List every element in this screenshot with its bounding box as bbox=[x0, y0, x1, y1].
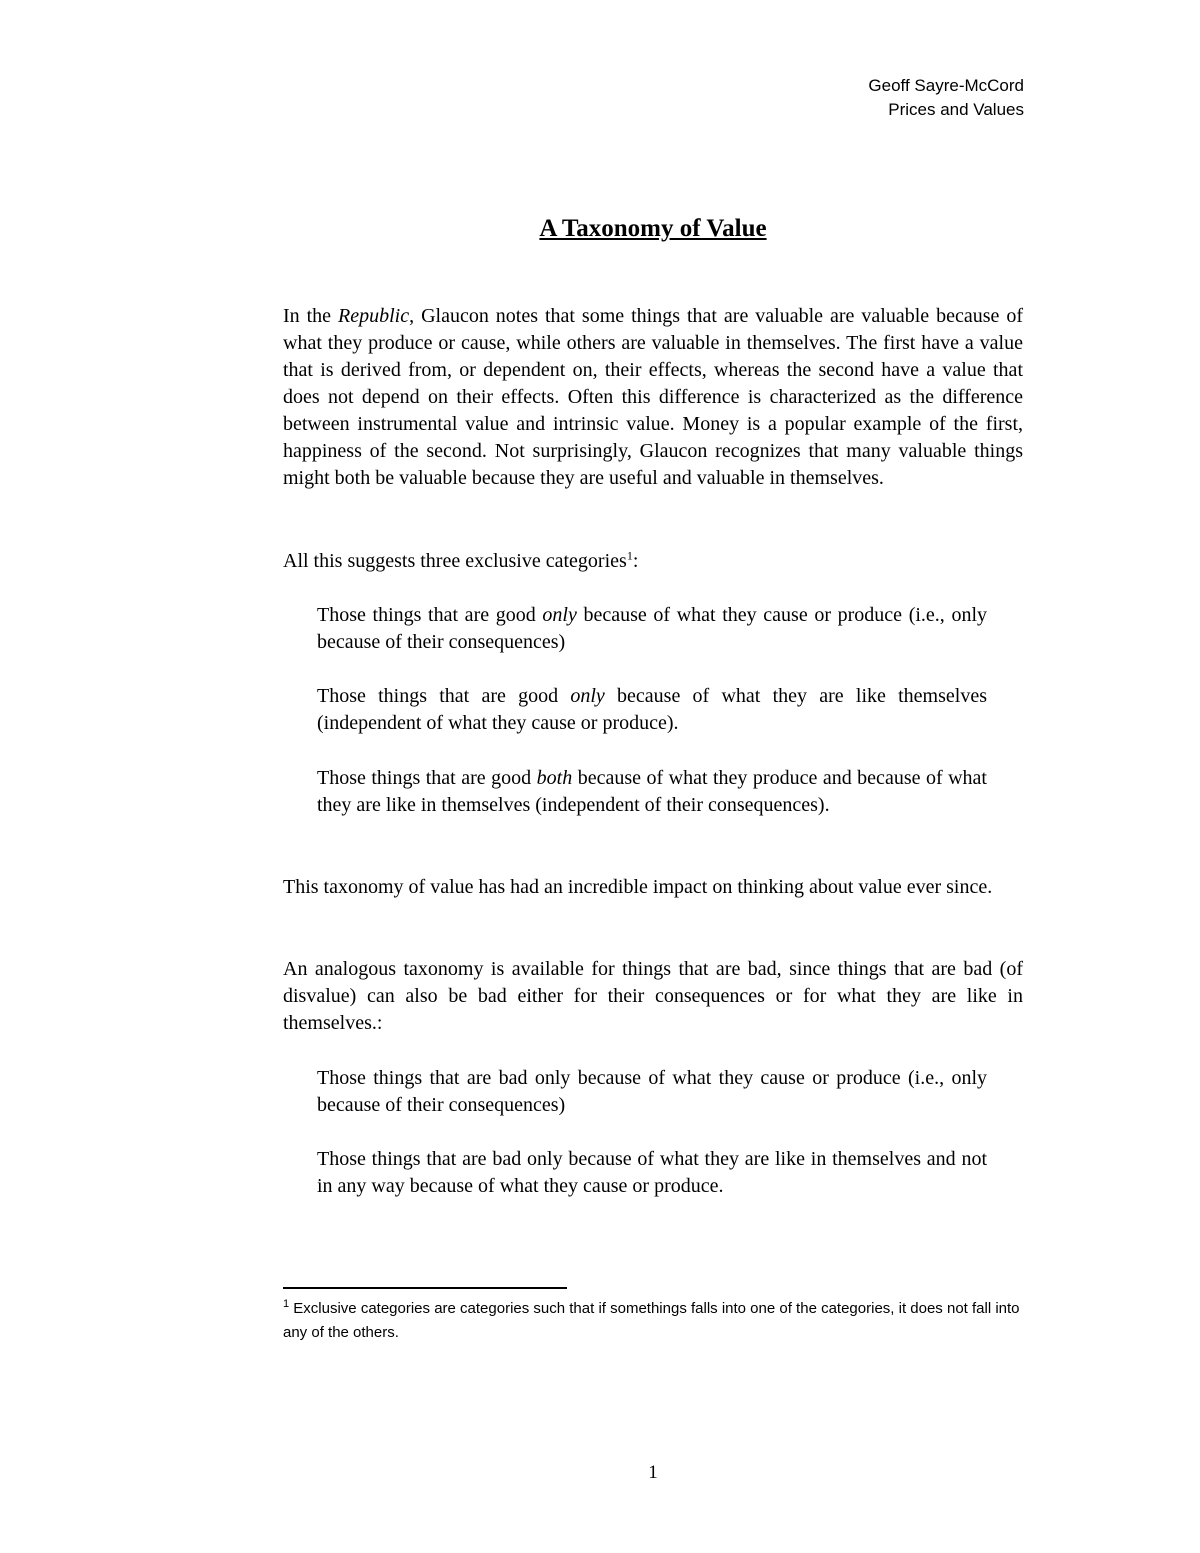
good-category-2-italic: only bbox=[570, 685, 605, 707]
page-header bbox=[868, 74, 1024, 122]
bad-category-1: Those things that are bad only because of what they cause or produce (i.e., only because of their consequences) bbox=[317, 1067, 987, 1116]
paragraph-categories-intro bbox=[283, 548, 1023, 575]
good-category-2-post: because of what they are like themselves (independent of what they cause or produce). bbox=[317, 685, 987, 734]
good-category-3-italic: both bbox=[536, 767, 573, 789]
header-course: Prices and Values bbox=[888, 100, 1024, 119]
good-category-3-pre: Those things that are good bbox=[317, 767, 537, 789]
republic-italic: Republic bbox=[338, 305, 410, 327]
good-category-2-pre: Those things that are good bbox=[317, 685, 571, 707]
paragraph-bad-intro: An analogous taxonomy is available for things that are bad, since things that are bad (of disvalue) can also be bad either for their consequences or for what they are like in themselves.: bbox=[283, 958, 1023, 1034]
good-category-3-post: because of what they produce and because of what they are like in themselves (independent of their consequences). bbox=[317, 767, 987, 816]
categories-intro-text: All this suggests three exclusive categories bbox=[283, 550, 627, 572]
paragraph-intro-post: , Glaucon notes that some things that are valuable are valuable because of what they produce or cause, while others are valuable in themselves. The first have a value that is derived from, or dependent on, their effects, whereas the second have a value that does not depend on their effects. Often this difference is characterized as the difference between instrumental value and intrinsic value. Money is a popular example of the first, happiness of the second. Not surprisingly, Glaucon recognizes that many valuable things might both be valuable because they are useful and valuable in themselves. bbox=[283, 305, 1024, 489]
good-category-1-post: because of what they cause or produce (i.e., only because of their consequences) bbox=[317, 604, 987, 653]
header-author: Geoff Sayre-McCord bbox=[868, 76, 1024, 95]
good-category-1-italic: only bbox=[542, 604, 577, 626]
good-category-2 bbox=[317, 683, 987, 737]
page-number: 1 bbox=[648, 1462, 658, 1483]
paragraph-intro bbox=[283, 303, 1023, 492]
footnote-number: 1 bbox=[283, 1298, 290, 1310]
paragraph-impact: This taxonomy of value has had an incredible impact on thinking about value ever since. bbox=[283, 876, 993, 898]
bad-category-2: Those things that are bad only because of what they are like in themselves and not in any way because of what they cause or produce. bbox=[317, 1148, 987, 1197]
document-title: A Taxonomy of Value bbox=[539, 215, 767, 242]
footnote bbox=[283, 1297, 1023, 1345]
good-category-1-pre: Those things that are good bbox=[317, 604, 543, 626]
good-category-3 bbox=[317, 765, 987, 819]
footnote-ref: 1 bbox=[626, 548, 633, 563]
footnote-divider bbox=[283, 1287, 567, 1289]
paragraph-intro-pre: In the bbox=[283, 305, 339, 327]
good-category-1 bbox=[317, 602, 987, 656]
categories-intro-suffix: : bbox=[632, 550, 639, 572]
footnote-text: Exclusive categories are categories such that if somethings falls into one of the categories, it does not fall into any of the others. bbox=[283, 1300, 1020, 1341]
